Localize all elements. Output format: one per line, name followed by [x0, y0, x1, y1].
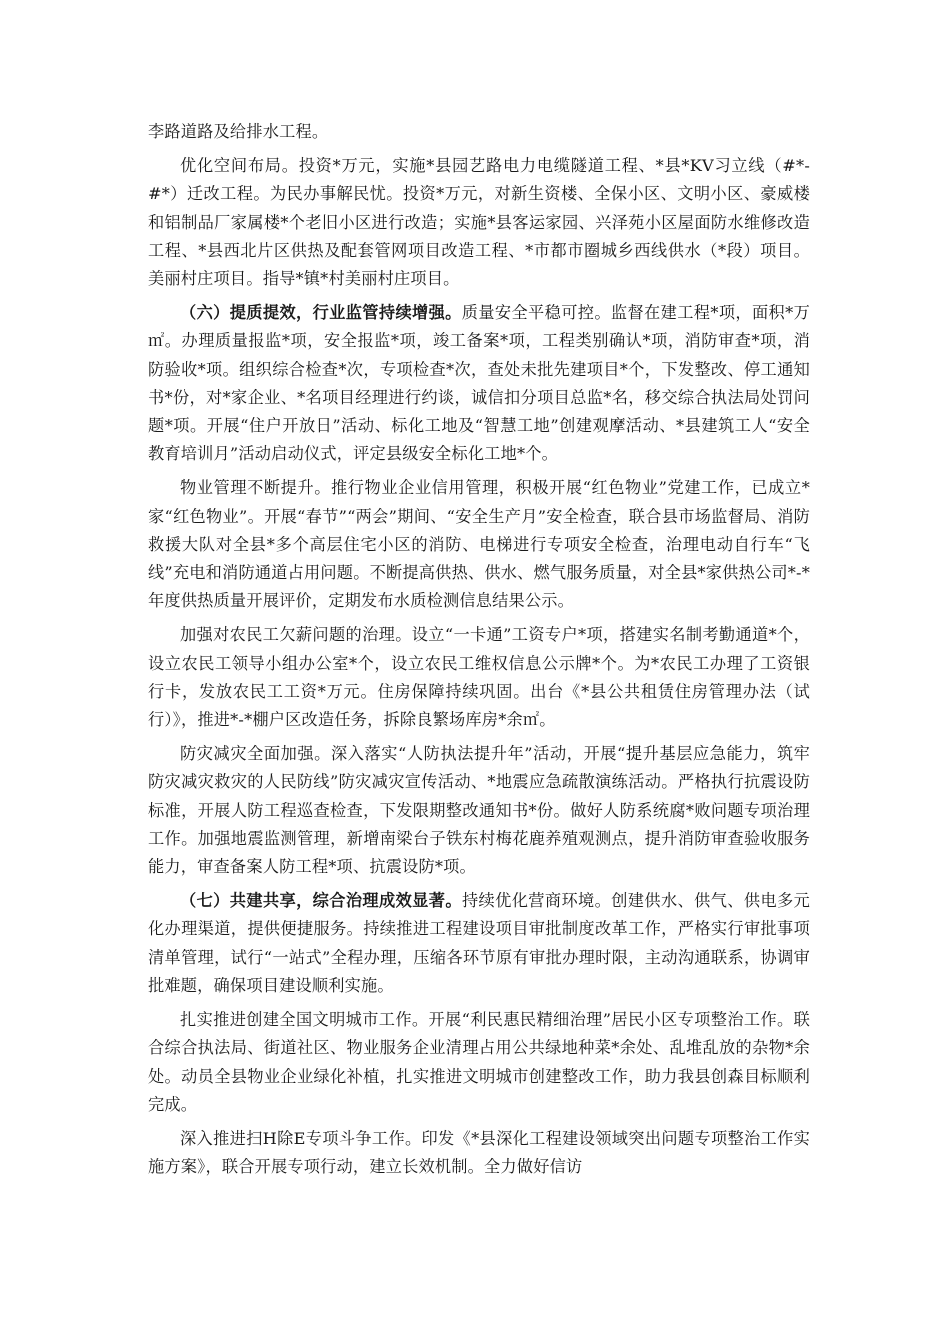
- paragraph-5: [148, 621, 810, 734]
- paragraph-2: [148, 152, 810, 293]
- document-page: [148, 118, 810, 1187]
- section-heading-6: （六）提质提效，行业监管持续增强。: [180, 303, 462, 323]
- paragraph-9: [148, 1125, 810, 1181]
- paragraph-7: [148, 887, 810, 1000]
- paragraph-3: [148, 299, 810, 468]
- paragraph-2-text: 优化空间布局。投资*万元，实施*县园艺路电力电缆隧道工程、*县*KV习立线（#*-#*）迁改工程。为民办事解民忧。投资*万元，对新生资楼、全保小区、文明小区、豪威楼和铝制品厂家属楼*个老旧小区进行改造；实施*县客运家园、兴泽苑小区屋面防水维修改造工程、*县西北片区供热及配套管网项目改造工程、*市都市圈城乡西线供水（*段）项目。美丽村庄项目。指导*镇*村美丽村庄项目。: [148, 156, 810, 289]
- paragraph-6: [148, 740, 810, 881]
- paragraph-9-text: 深入推进扫H除E专项斗争工作。印发《*县深化工程建设领域突出问题专项整治工作实施方案》，联合开展专项行动，建立长效机制。全力做好信访: [148, 1128, 810, 1177]
- paragraph-8-text: 扎实推进创建全国文明城市工作。开展“利民惠民精细治理”居民小区专项整治工作。联合综合执法局、街道社区、物业服务企业清理占用公共绿地种菜*余处、乱堆乱放的杂物*余处。动员全县物业企业绿化补植，扎实推进文明城市创建整改工作，助力我县创森目标顺利完成。: [148, 1010, 810, 1114]
- paragraph-4-text: 物业管理不断提升。推行物业企业信用管理，积极开展“红色物业”党建工作，已成立*家“红色物业”。开展“春节”“两会”期间、“安全生产月”安全检查，联合县市场监督局、消防救援大队对全县*多个高层住宅小区的消防、电梯进行专项安全检查，治理电动自行车“飞线”充电和消防通道占用问题。不断提高供热、供水、燃气服务质量，对全县*家供热公司*-*年度供热质量开展评价，定期发布水质检测信息结果公示。: [148, 478, 810, 611]
- paragraph-4: [148, 474, 810, 615]
- paragraph-6-text: 防灾减灾全面加强。深入落实“人防执法提升年”活动，开展“提升基层应急能力，筑牢防灾减灾救灾的人民防线”防灾减灾宣传活动、*地震应急疏散演练活动。严格执行抗震设防标准，开展人防工程巡查检查，下发限期整改通知书*份。做好人防系统腐*败问题专项治理工作。加强地震监测管理，新增南梁台子铁东村梅花鹿养殖观测点，提升消防审查验收服务能力，审查备案人防工程*项、抗震设防*项。: [148, 744, 810, 877]
- paragraph-3-text: 质量安全平稳可控。监督在建工程*项，面积*万㎡。办理质量报监*项，安全报监*项，竣工备案*项，工程类别确认*项，消防审查*项，消防验收*项。组织综合检查*次，专项检查*次，查处未批先建项目*个，下发整改、停工通知书*份，对*家企业、*名项目经理进行约谈，诚信扣分项目总监*名，移交综合执法局处罚问题*项。开展“住户开放日”活动、标化工地及“智慧工地”创建观摩活动、*县建筑工人“安全教育培训月”活动启动仪式，评定县级安全标化工地*个。: [148, 303, 810, 464]
- paragraph-1-text: 李路道路及给排水工程。: [148, 122, 329, 141]
- paragraph-5-text: 加强对农民工欠薪问题的治理。设立“一卡通”工资专户*项，搭建实名制考勤通道*个，设立农民工领导小组办公室*个，设立农民工维权信息公示牌*个。为*农民工办理了工资银行卡，发放农民工工资*万元。住房保障持续巩固。出台《*县公共租赁住房管理办法（试行）》，推进*-*棚户区改造任务，拆除良繁场库房*余㎡。: [148, 625, 810, 730]
- section-heading-7: （七）共建共享，综合治理成效显著。: [180, 891, 462, 911]
- paragraph-8: [148, 1006, 810, 1119]
- paragraph-7-text: 持续优化营商环境。创建供水、供气、供电多元化办理渠道，提供便捷服务。持续推进工程建设项目审批制度改革工作，严格实行审批事项清单管理，试行“一站式”全程办理，压缩各环节原有审批办理时限，主动沟通联系，协调审批难题，确保项目建设顺利实施。: [148, 891, 811, 995]
- paragraph-1: [148, 118, 810, 146]
